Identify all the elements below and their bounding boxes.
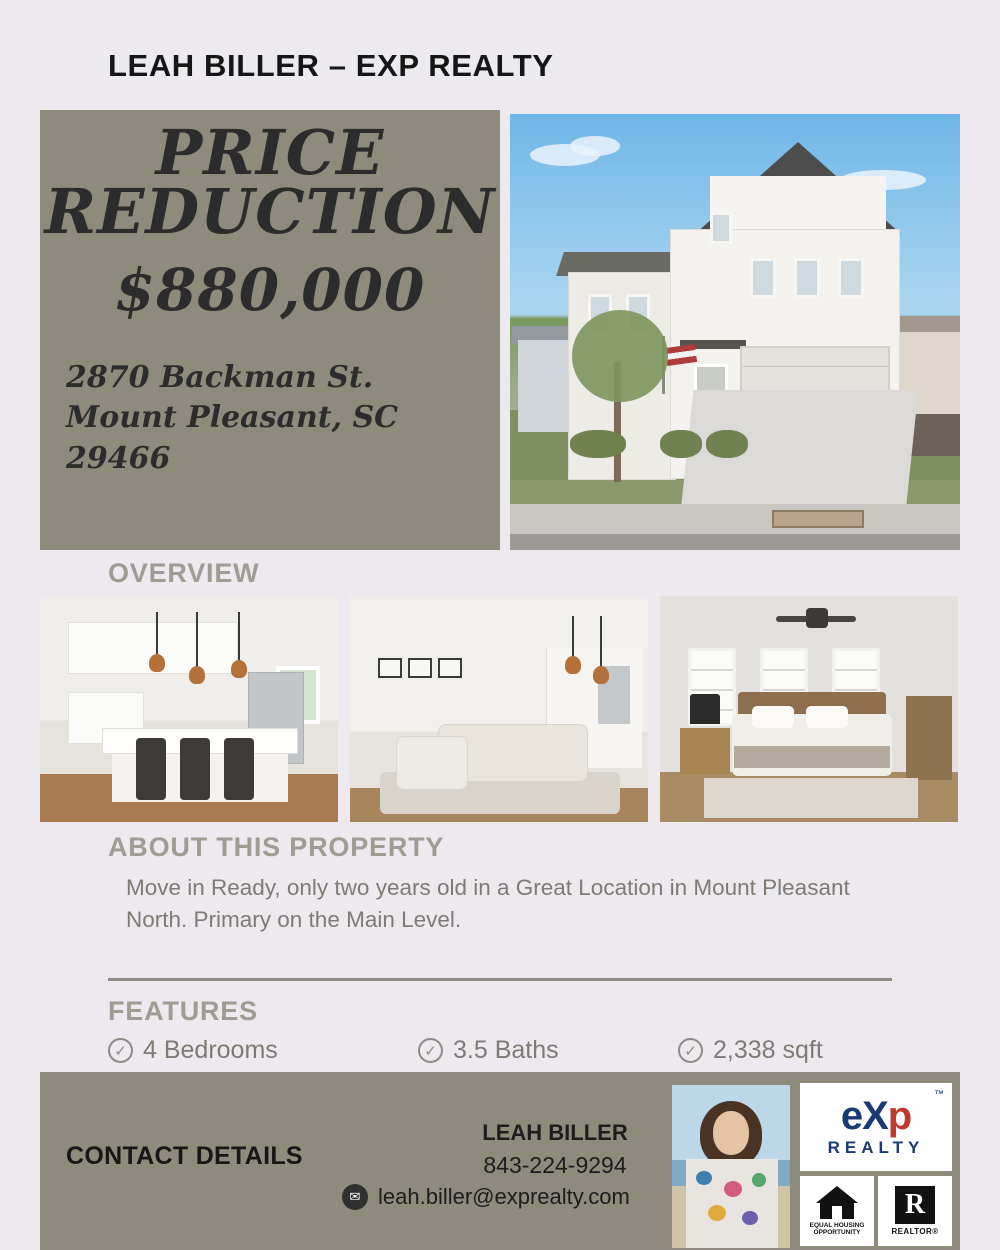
check-circle-icon: ✓ [418, 1038, 443, 1063]
feature-baths [418, 1036, 678, 1065]
contact-phone[interactable]: 843-224-9294 [483, 1152, 627, 1178]
features-list [108, 1036, 898, 1065]
property-address [40, 358, 500, 480]
trademark-mark: ™ [934, 1089, 944, 1100]
eho-line-1: EQUAL HOUSING [809, 1221, 865, 1229]
feature-sqft [678, 1036, 823, 1065]
house-base-icon [820, 1203, 854, 1219]
equal-housing-opportunity-logo [800, 1176, 874, 1246]
exp-realty-logo [800, 1083, 952, 1171]
address-line-1: 2870 Backman St. [66, 359, 374, 395]
feature-bedrooms [108, 1036, 418, 1065]
price-reduction-line1: PRICE [155, 116, 385, 189]
living-room-photo[interactable] [350, 596, 648, 822]
price-amount: $880,000 [114, 255, 426, 324]
contact-name: LEAH BILLER [482, 1120, 628, 1145]
realtor-label: REALTOR® [891, 1227, 939, 1236]
price-reduction-line2: REDUCTION [44, 174, 496, 248]
exp-logo-x: X [862, 1094, 888, 1138]
kitchen-photo[interactable] [40, 596, 338, 822]
feature-bedrooms-label: 4 Bedrooms [143, 1036, 278, 1064]
eho-text [810, 1222, 865, 1237]
envelope-icon: ✉ [342, 1184, 368, 1210]
exp-logo-subtitle: REALTY [827, 1138, 925, 1157]
about-body: Move in Ready, only two years old in a Great Location in Mount Pleasant North. Primary on the Main Level. [126, 875, 850, 932]
check-circle-icon: ✓ [108, 1038, 133, 1063]
check-circle-icon: ✓ [678, 1038, 703, 1063]
eho-line-2: OPPORTUNITY [813, 1229, 861, 1236]
agent-headshot [672, 1085, 790, 1248]
address-line-2: Mount Pleasant, SC 29466 [66, 400, 399, 476]
features-divider [108, 978, 892, 981]
page-title: LEAH BILLER – EXP REALTY [108, 48, 554, 83]
contact-email[interactable]: leah.biller@exprealty.com [378, 1184, 630, 1209]
price-reduction-heading [40, 110, 500, 248]
hero-exterior-photo [510, 114, 960, 550]
about-heading: ABOUT THIS PROPERTY [108, 832, 445, 862]
contact-details-label: CONTACT DETAILS [66, 1142, 303, 1170]
exp-logo-word: eXp [840, 1094, 912, 1138]
feature-baths-label: 3.5 Baths [453, 1036, 559, 1064]
feature-sqft-label: 2,338 sqft [713, 1036, 823, 1064]
features-heading: FEATURES [108, 996, 258, 1026]
overview-gallery [40, 596, 960, 822]
realtor-r-icon: R [895, 1186, 935, 1224]
contact-email-row[interactable] [342, 1184, 630, 1210]
price-panel [40, 110, 500, 550]
overview-heading: OVERVIEW [108, 558, 260, 588]
primary-bedroom-photo[interactable] [660, 596, 958, 822]
house-icon [816, 1186, 858, 1203]
realtor-logo [878, 1176, 952, 1246]
